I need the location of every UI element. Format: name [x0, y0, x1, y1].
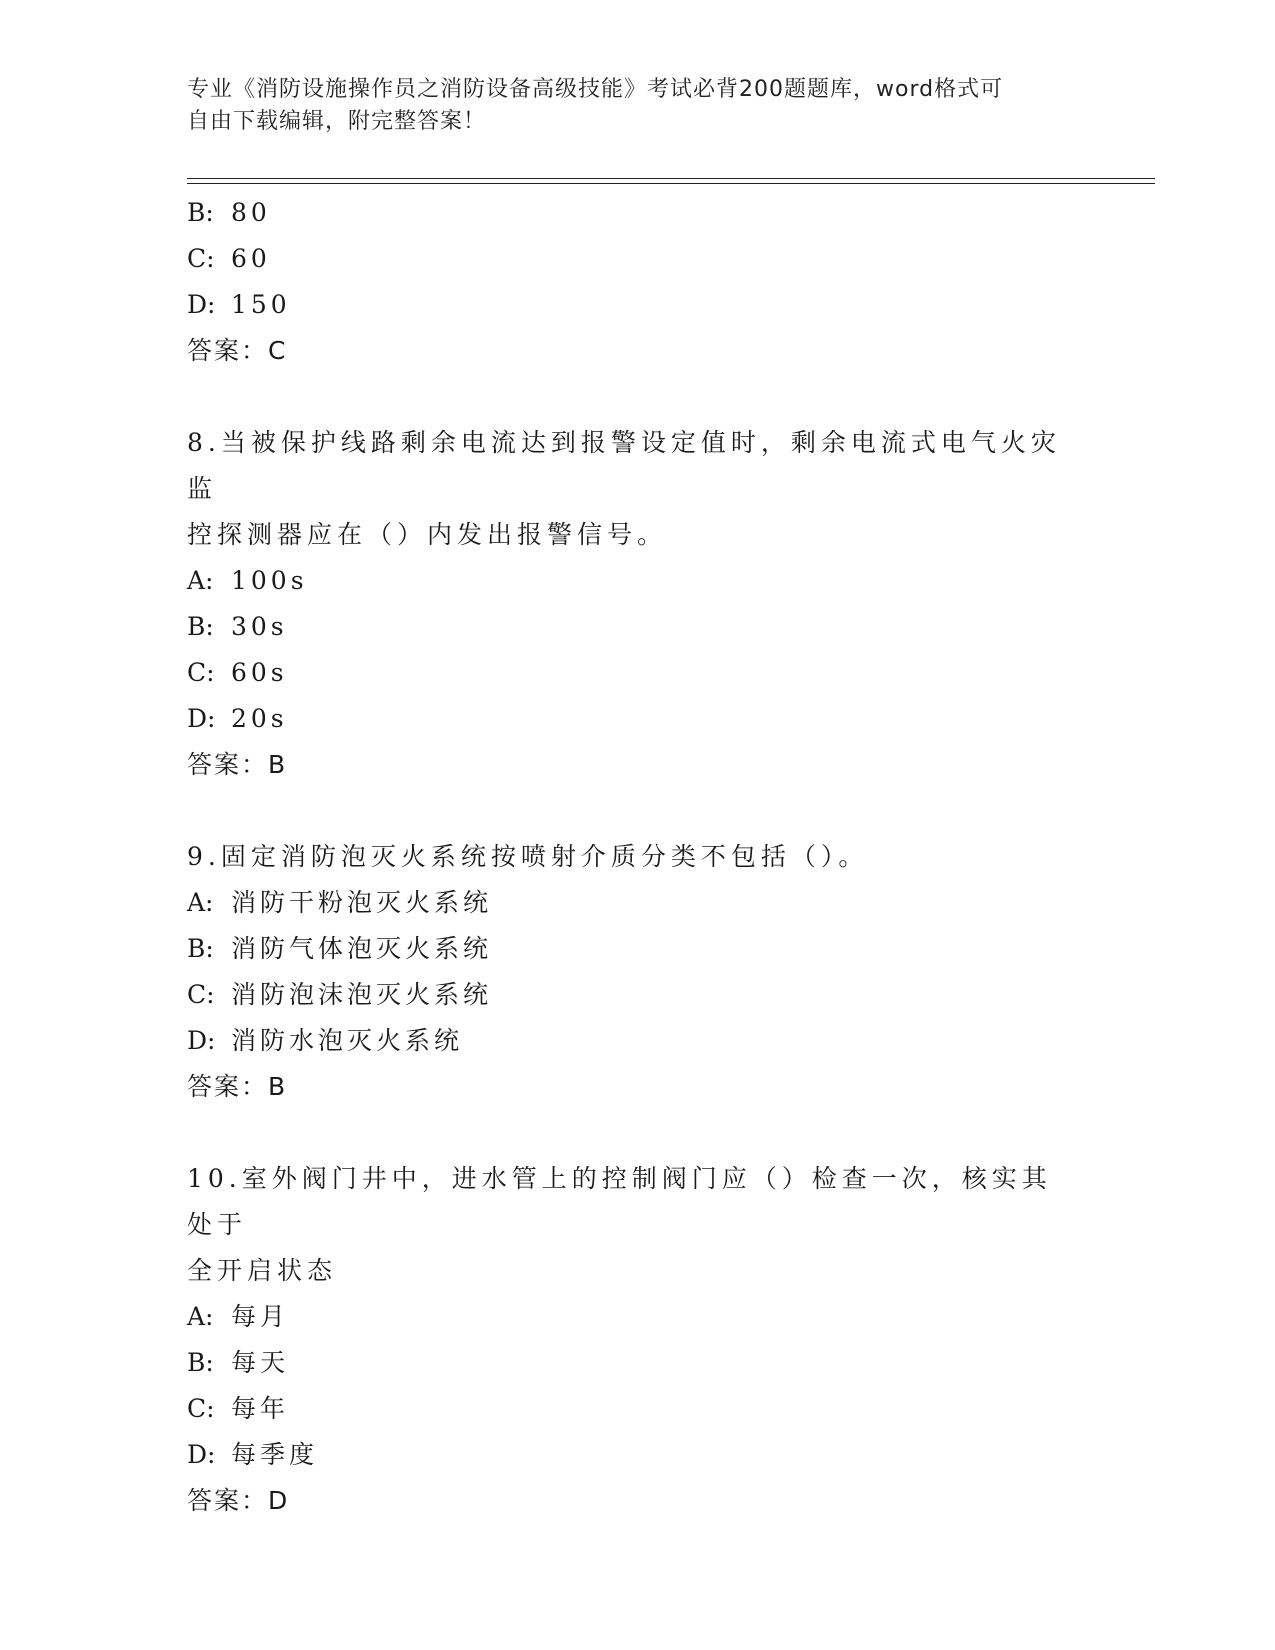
option-text: 60 — [231, 244, 271, 273]
option-b — [187, 926, 1067, 972]
option-text: 80 — [231, 198, 271, 227]
header-divider-top — [187, 178, 1155, 179]
option-letter: C: — [187, 1394, 215, 1423]
option-b — [187, 604, 1067, 650]
option-letter: A: — [187, 1302, 214, 1331]
option-b — [187, 190, 1067, 236]
option-d — [187, 1018, 1067, 1064]
option-text: 20s — [231, 704, 288, 733]
option-letter: C: — [187, 244, 215, 273]
option-letter: A: — [187, 888, 214, 917]
option-text: 60s — [231, 658, 288, 687]
question-10-block — [187, 1156, 1067, 1524]
question-stem-line-1: 9.固定消防泡灭火系统按喷射介质分类不包括（）。 — [187, 842, 869, 871]
option-text: 每月 — [231, 1302, 290, 1331]
question-8-block — [187, 420, 1067, 788]
spacer — [187, 374, 1067, 420]
option-c — [187, 236, 1067, 282]
question-stem-line-1: 10.室外阀门井中，进水管上的控制阀门应（）检查一次，核实其处于 — [187, 1164, 1052, 1239]
question-stem — [187, 1156, 1067, 1294]
option-text: 消防水泡灭火系统 — [231, 1026, 464, 1055]
option-letter: B: — [187, 612, 214, 641]
option-letter: B: — [187, 198, 214, 227]
answer-line: 答案：B — [187, 1072, 288, 1101]
option-b — [187, 1340, 1067, 1386]
question-stem — [187, 420, 1067, 558]
answer-line: 答案：C — [187, 336, 288, 365]
option-text: 100s — [231, 566, 308, 595]
option-a — [187, 558, 1067, 604]
option-text: 150 — [231, 290, 291, 319]
answer-line: 答案：D — [187, 1486, 290, 1515]
question-stem-line-1: 8.当被保护线路剩余电流达到报警设定值时，剩余电流式电气火灾监 — [187, 428, 1061, 503]
spacer — [187, 788, 1067, 834]
question-9-block — [187, 834, 1067, 1110]
question-stem — [187, 834, 1067, 880]
option-letter: A: — [187, 566, 214, 595]
option-a — [187, 1294, 1067, 1340]
header-title-line-1: 专业《消防设施操作员之消防设备高级技能》考试必背200题题库，word格式可 — [187, 77, 1004, 102]
option-letter: D: — [187, 704, 216, 733]
option-a — [187, 880, 1067, 926]
document-header — [187, 74, 1067, 138]
option-letter: B: — [187, 934, 214, 963]
option-letter: B: — [187, 1348, 214, 1377]
option-text: 30s — [231, 612, 288, 641]
option-text: 每年 — [231, 1394, 290, 1423]
option-letter: C: — [187, 658, 215, 687]
header-title-line-2: 自由下载编辑，附完整答案！ — [187, 109, 487, 134]
option-d — [187, 696, 1067, 742]
prev-question-block — [187, 190, 1067, 374]
option-letter: D: — [187, 1026, 216, 1055]
option-text: 消防泡沫泡灭火系统 — [231, 980, 493, 1009]
option-d — [187, 282, 1067, 328]
option-letter: C: — [187, 980, 215, 1009]
option-text: 消防气体泡灭火系统 — [231, 934, 493, 963]
option-text: 每天 — [231, 1348, 290, 1377]
option-d — [187, 1432, 1067, 1478]
option-c — [187, 650, 1067, 696]
option-c — [187, 1386, 1067, 1432]
question-stem-line-2: 全开启状态 — [187, 1256, 338, 1285]
option-text: 每季度 — [231, 1440, 319, 1469]
spacer — [187, 1110, 1067, 1156]
option-c — [187, 972, 1067, 1018]
option-text: 消防干粉泡灭火系统 — [231, 888, 493, 917]
answer-line: 答案：B — [187, 750, 288, 779]
question-content — [187, 190, 1067, 1524]
question-stem-line-2: 控探测器应在（）内发出报警信号。 — [187, 520, 668, 549]
option-letter: D: — [187, 1440, 216, 1469]
header-divider-bottom — [187, 183, 1155, 184]
option-letter: D: — [187, 290, 216, 319]
